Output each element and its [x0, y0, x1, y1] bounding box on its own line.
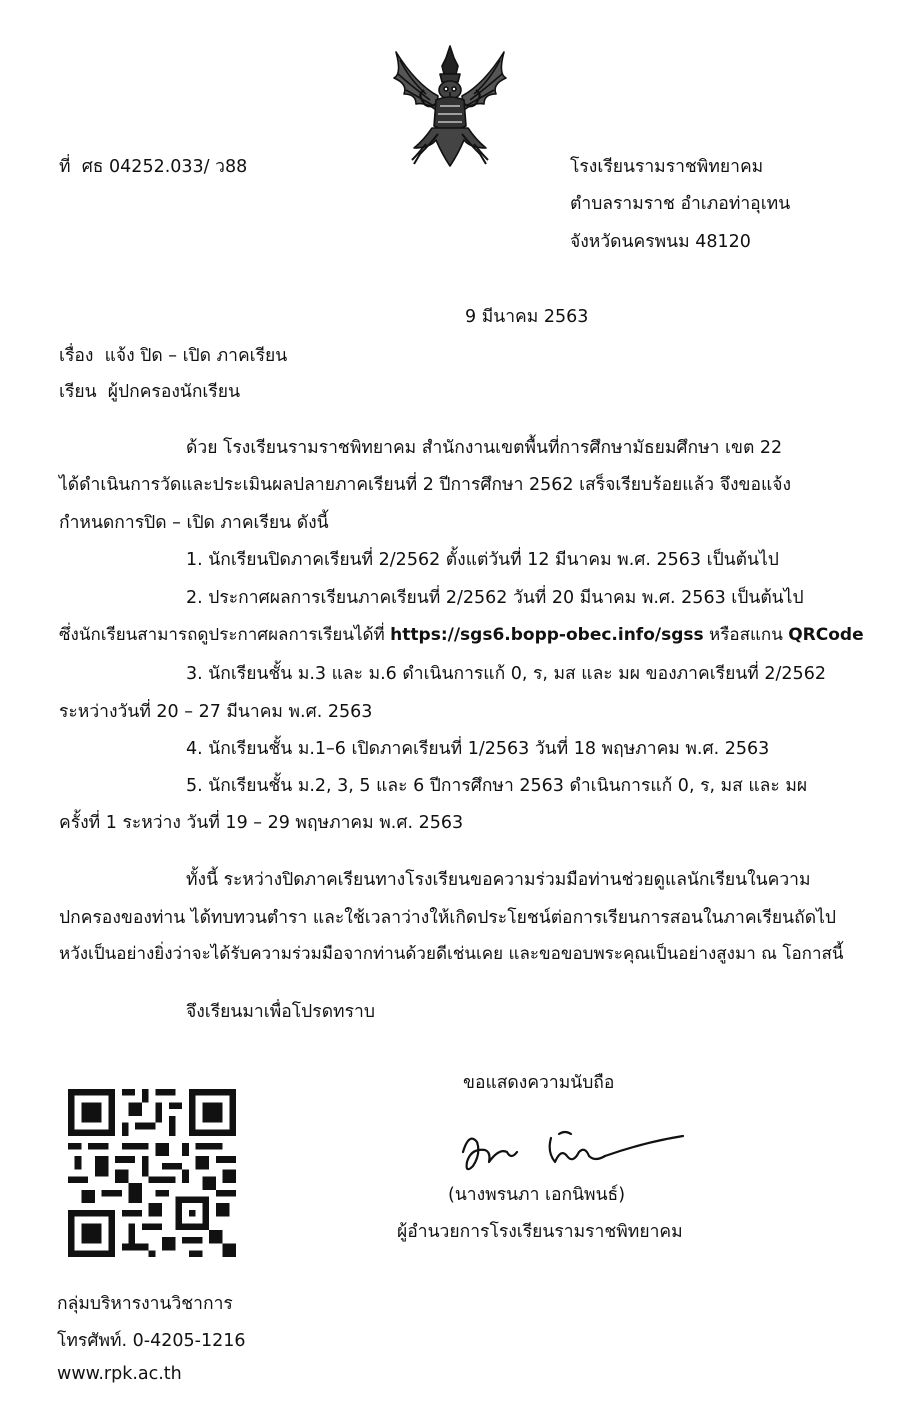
- intro-line-1: ด้วย โรงเรียนรามราชพิทยาคม สำนักงานเขตพื้นที่การศึกษามัธยมศึกษา เขต 22: [186, 438, 783, 458]
- item-2-or-scan: หรือสแกน: [703, 625, 789, 645]
- reference-label: ที่: [59, 157, 71, 177]
- qr-code-icon[interactable]: [67, 1089, 237, 1257]
- closing-line-3: หวังเป็นอย่างยิ่งว่าจะได้รับความร่วมมือจากท่านด้วยดีเช่นเคย และขอขอบพระคุณเป็นอย่างสูงมา ณ โอกาสนี้: [59, 944, 844, 964]
- garuda-emblem-icon: [386, 44, 514, 170]
- footer-phone: โทรศัพท์. 0-4205-1216: [57, 1331, 246, 1351]
- intro-line-2: ได้ดำเนินการวัดและประเมินผลปลายภาคเรียนที่ 2 ปีการศึกษา 2562 เสร็จเรียบร้อยแล้ว จึงขอแจ้ง: [59, 475, 792, 495]
- signature-icon: [455, 1122, 685, 1180]
- item-1: 1. นักเรียนปิดภาคเรียนที่ 2/2562 ตั้งแต่วันที่ 12 มีนาคม พ.ศ. 2563 เป็นต้นไป: [186, 550, 779, 570]
- footer-department: กลุ่มบริหารงานวิชาการ: [57, 1294, 233, 1314]
- subject-label: เรื่อง: [59, 346, 94, 366]
- recipient-text: ผู้ปกครองนักเรียน: [107, 382, 241, 402]
- item-3: 3. นักเรียนชั้น ม.3 และ ม.6 ดำเนินการแก้ 0, ร, มส และ มผ ของภาคเรียนที่ 2/2562: [186, 664, 826, 684]
- item-2: 2. ประกาศผลการเรียนภาคเรียนที่ 2/2562 วันที่ 20 มีนาคม พ.ศ. 2563 เป็นต้นไป: [186, 588, 804, 608]
- item-5: 5. นักเรียนชั้น ม.2, 3, 5 และ 6 ปีการศึกษา 2563 ดำเนินการแก้ 0, ร, มส และ มผ: [186, 776, 808, 796]
- item-5-continued: ครั้งที่ 1 ระหว่าง วันที่ 19 – 29 พฤษภาคม พ.ศ. 2563: [59, 813, 464, 833]
- address-line-2: จังหวัดนครพนม 48120: [570, 232, 751, 252]
- closing-line-2: ปกครองของท่าน ได้ทบทวนตำรา และใช้เวลาว่างให้เกิดประโยชน์ต่อการเรียนการสอนในภาคเรียนถัดไป: [59, 908, 837, 928]
- signatory-name: (นางพรนภา เอกนิพนธ์): [448, 1185, 626, 1205]
- address-line-1: ตำบลรามราช อำเภอท่าอุเทน: [570, 194, 791, 214]
- item-2-continued: [59, 621, 864, 648]
- item-2-text: ซึ่งนักเรียนสามารถดูประกาศผลการเรียนได้ที่: [59, 625, 391, 645]
- item-3-continued: ระหว่างวันที่ 20 – 27 มีนาคม พ.ศ. 2563: [59, 702, 373, 722]
- recipient-label: เรียน: [59, 382, 97, 402]
- signatory-position: ผู้อำนวยการโรงเรียนรามราชพิทยาคม: [397, 1222, 683, 1242]
- item-4: 4. นักเรียนชั้น ม.1–6 เปิดภาคเรียนที่ 1/2563 วันที่ 18 พฤษภาคม พ.ศ. 2563: [186, 739, 770, 759]
- final-line: จึงเรียนมาเพื่อโปรดทราบ: [186, 1002, 375, 1022]
- footer-website[interactable]: www.rpk.ac.th: [57, 1364, 182, 1384]
- school-name: โรงเรียนรามราชพิทยาคม: [570, 157, 764, 177]
- qrcode-label: QRCode: [788, 625, 864, 645]
- intro-line-3: กำหนดการปิด – เปิด ภาคเรียน ดังนี้: [59, 513, 329, 533]
- letter-date: 9 มีนาคม 2563: [465, 307, 589, 327]
- regards: ขอแสดงความนับถือ: [463, 1073, 615, 1093]
- results-url-link[interactable]: https://sgs6.bopp-obec.info/sgss: [390, 625, 704, 645]
- subject-text: แจ้ง ปิด – เปิด ภาคเรียน: [104, 346, 288, 366]
- reference-number: ศธ 04252.033/ ว88: [81, 157, 248, 177]
- closing-line-1: ทั้งนี้ ระหว่างปิดภาคเรียนทางโรงเรียนขอความร่วมมือท่านช่วยดูแลนักเรียนในความ: [186, 870, 811, 890]
